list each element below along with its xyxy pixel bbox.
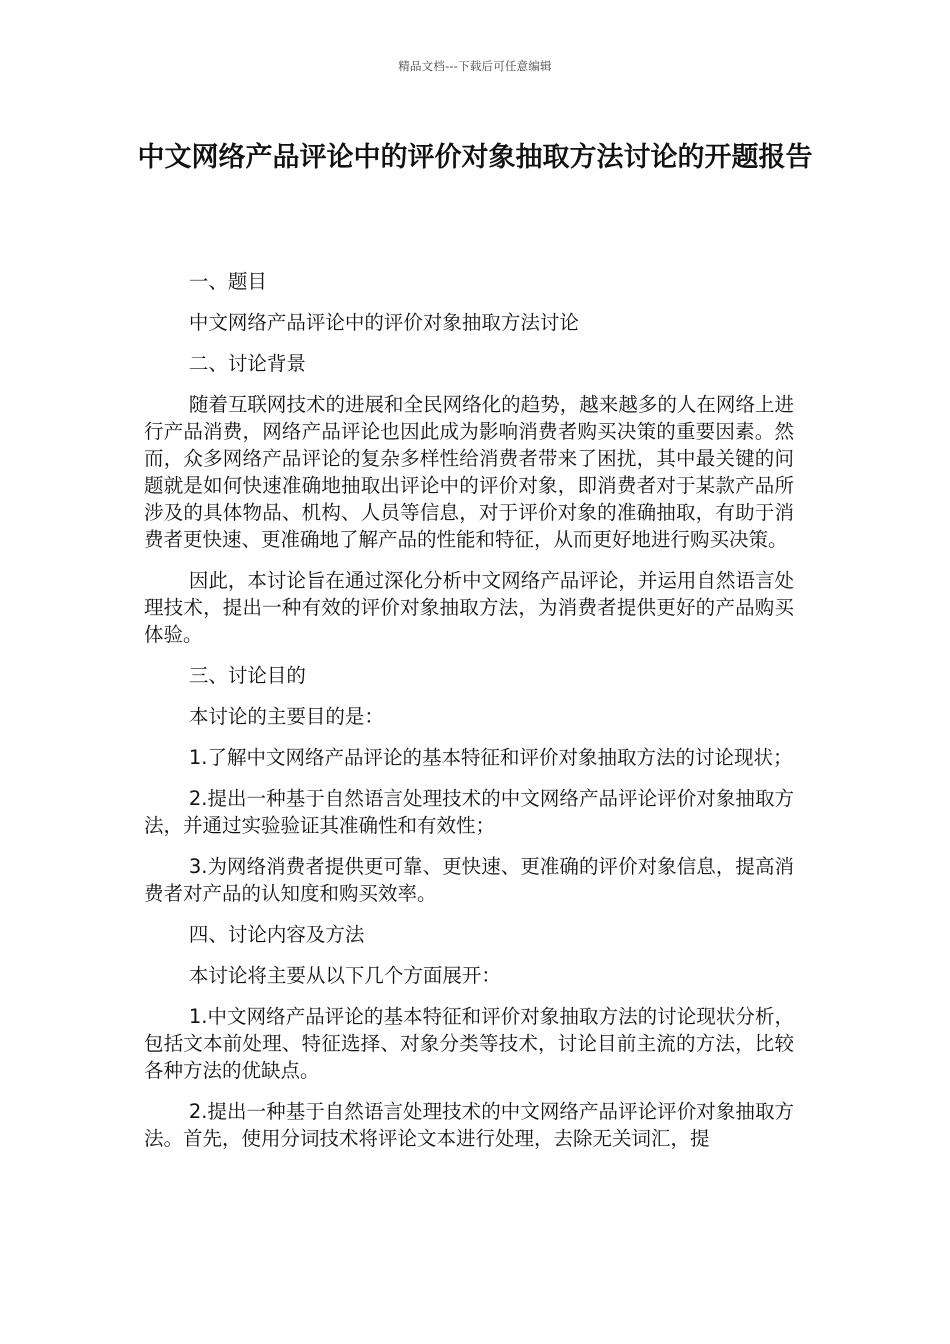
section-heading-content-methods: 四、讨论内容及方法 [188, 923, 365, 946]
background-paragraph-2: 因此，本讨论旨在通过深化分析中文网络产品评论，并运用自然语言处理技术，提出一种有效的评价对象抽取方法，为消费者提供更好的产品购买体验。 [144, 569, 794, 646]
document-body [144, 268, 794, 1166]
topic-text: 中文网络产品评论中的评价对象抽取方法讨论 [188, 311, 579, 334]
purpose-item-1: 1.了解中文网络产品评论的基本特征和评价对象抽取方法的讨论现状； [188, 746, 793, 769]
content-methods-item-2: 2.提出一种基于自然语言处理技术的中文网络产品评论评价对象抽取方法。首先，使用分词技术将评论文本进行处理，去除无关词汇，提 [144, 1100, 794, 1150]
section-heading-purpose: 三、讨论目的 [188, 664, 306, 687]
purpose-item-2: 2.提出一种基于自然语言处理技术的中文网络产品评论评价对象抽取方法，并通过实验验证其准确性和有效性； [144, 787, 794, 837]
content-methods-intro: 本讨论将主要从以下几个方面展开： [188, 964, 501, 987]
document-title: 中文网络产品评论中的评价对象抽取方法讨论的开题报告 [137, 142, 813, 173]
section-heading-topic: 一、题目 [188, 270, 267, 293]
purpose-intro: 本讨论的主要目的是： [188, 705, 384, 728]
section-heading-background: 二、讨论背景 [188, 352, 306, 375]
background-paragraph-1: 随着互联网技术的进展和全民网络化的趋势，越来越多的人在网络上进行产品消费，网络产品评论也因此成为影响消费者购买决策的重要因素。然而，众多网络产品评论的复杂多样性给消费者带来了困扰，其中最关键的问题就是如何快速准确地抽取出评论中的评价对象，即消费者对于某款产品所涉及的具体物品、机构、人员等信息，对于评价对象的准确抽取，有助于消费者更快速、更准确地了解产品的性能和特征，从而更好地进行购买决策。 [144, 393, 794, 551]
page-header: 精品文档---下载后可任意编辑 [398, 59, 552, 73]
content-methods-item-1: 1.中文网络产品评论的基本特征和评价对象抽取方法的讨论现状分析，包括文本前处理、特征选择、对象分类等技术，讨论目前主流的方法，比较各种方法的优缺点。 [144, 1005, 794, 1082]
purpose-item-3: 3.为网络消费者提供更可靠、更快速、更准确的评价对象信息，提高消费者对产品的认知度和购买效率。 [144, 855, 794, 905]
